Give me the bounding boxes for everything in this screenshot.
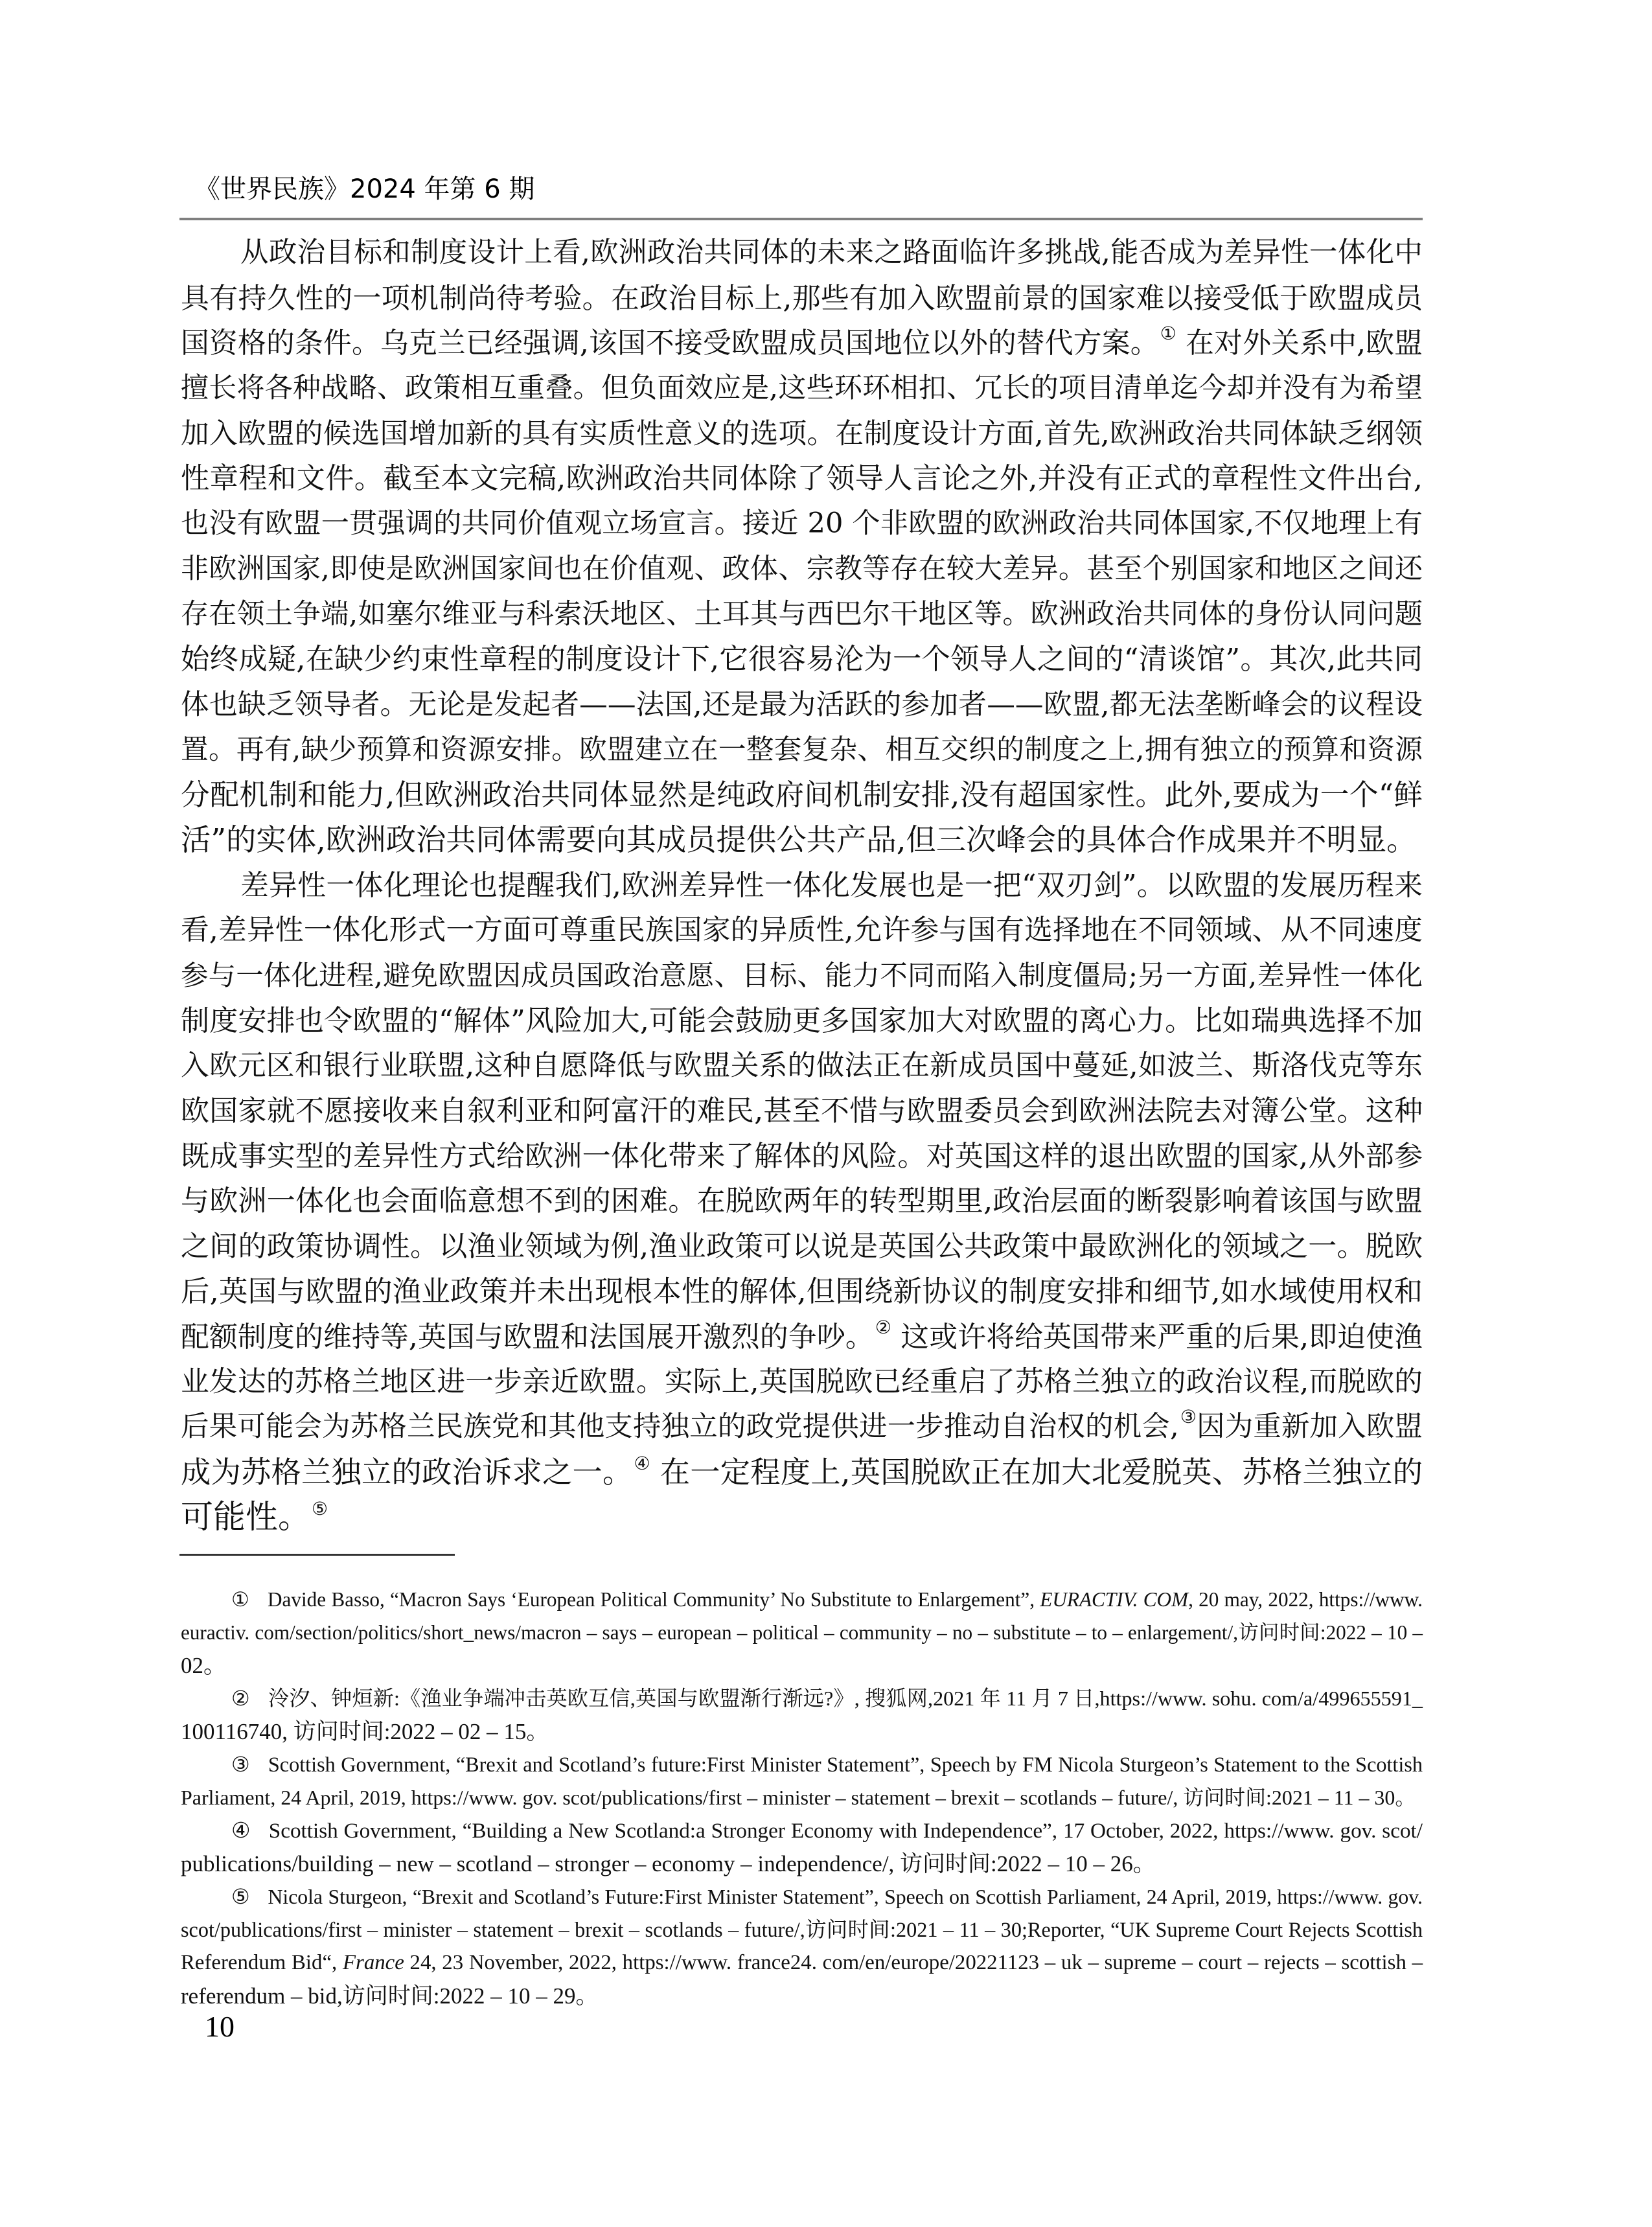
footnote-text: Davide Basso, “Macron Says ‘European Political Community’ No Substitute to Enlargement”, — [268, 1588, 1040, 1611]
footnote-marker: ② — [231, 1687, 250, 1710]
footnote-line — [181, 1583, 1423, 1616]
footnote-line — [181, 1814, 1423, 1847]
footnote-ref-4[interactable]: ④ — [634, 1452, 650, 1474]
footnote-line: 100116740, 访问时间:2022 – 02 – 15。 — [181, 1719, 549, 1744]
body-line: 置。再有,缺少预算和资源安排。欧盟建立在一整套复杂、相互交织的制度之上,拥有独立的预算和资源 — [181, 733, 1423, 766]
body-line: 看,差异性一体化形式一方面可尊重民族国家的异质性,允许参与国有选择地在不同领域、从不同速度 — [181, 914, 1423, 947]
footnote-text: Referendum Bid“, — [181, 1951, 343, 1974]
footnote-2 — [181, 1682, 1423, 1748]
body-line: 入欧元区和银行业联盟,这种自愿降低与欧盟关系的做法正在新成员国中蔓延,如波兰、斯洛伐克等东 — [181, 1049, 1423, 1083]
body-line: 差异性一体化理论也提醒我们,欧洲差异性一体化发展也是一把“双刃剑”。以欧盟的发展历程来 — [240, 868, 1423, 902]
body-line-text: 可能性。 — [181, 1498, 310, 1536]
footnote-source: EURACTIV. COM — [1040, 1588, 1189, 1611]
body-line: 业发达的苏格兰地区进一步亲近欧盟。实际上,英国脱欧已经重启了苏格兰独立的政治议程,而脱欧的 — [181, 1365, 1423, 1399]
footnote-marker: ③ — [231, 1753, 250, 1776]
body-line: 擅长将各种战略、政策相互重叠。但负面效应是,这些环环相扣、冗长的项目清单迄今却并没有为希望 — [181, 372, 1423, 405]
footnote-marker: ④ — [231, 1819, 251, 1843]
footnote-5 — [181, 1880, 1423, 2013]
body-line: 性章程和文件。截至本文完稿,欧洲政治共同体除了领导人言论之外,并没有正式的章程性文件出台, — [181, 462, 1423, 496]
footnote-ref-1[interactable]: ① — [1160, 323, 1177, 345]
body-line: 非欧洲国家,即使是欧洲国家间也在价值观、政体、宗教等存在较大差异。甚至个别国家和地区之间还 — [181, 552, 1423, 585]
body-line: 与欧洲一体化也会面临意想不到的困难。在脱欧两年的转型期里,政治层面的断裂影响着该国与欧盟 — [181, 1184, 1423, 1218]
body-line-text: 成为苏格兰独立的政治诉求之一。 — [181, 1454, 633, 1490]
footnote-line: 02。 — [181, 1653, 227, 1678]
footnote-text: , 20 may, 2022, https://www. — [1188, 1588, 1423, 1611]
footnote-marker: ① — [231, 1588, 249, 1611]
body-line-text: 后果可能会为苏格兰民族党和其他支持独立的政党提供进一步推动自治权的机会, — [181, 1410, 1179, 1443]
running-head: 《世界民族》2024 年第 6 期 — [194, 174, 535, 204]
paragraph-2 — [181, 863, 1423, 1540]
footnote-line[interactable]: publications/building – new – scotland – stronger – economy – independence/, 访问时间:2022 – 10 – 26。 — [181, 1851, 1156, 1876]
footnote-line[interactable]: scot/publications/first – minister – statement – brexit – scotlands – future/,访问时间:2021 – 11 – 30;Reporter, “UK Supreme Court Rejects Scottish — [181, 1918, 1423, 1941]
paragraph-1 — [181, 231, 1423, 863]
footnote-text[interactable]: 泠汐、钟烜新:《渔业争端冲击英欧互信,英国与欧盟渐行渐远?》, 搜狐网,2021 年 11 月 7 日,https://www. sohu. com/a/499655591_ — [268, 1687, 1423, 1710]
footnotes — [181, 1583, 1423, 2013]
footnote-line — [181, 1748, 1423, 1781]
body-line: 既成事实型的差异性方式给欧洲一体化带来了解体的风险。对英国这样的退出欧盟的国家,从外部参 — [181, 1139, 1423, 1173]
footnote-line — [181, 1946, 1423, 1979]
footnote-line[interactable]: Parliament, 24 April, 2019, https://www. gov. scot/publications/first – minister – statement – brexit – scotlands – future/, 访问时间:2021 – 11 – 30。 — [181, 1786, 1416, 1809]
footnote-4 — [181, 1814, 1423, 1880]
body-line: 加入欧盟的候选国增加新的具有实质性意义的选项。在制度设计方面,首先,欧洲政治共同体缺乏纲领 — [181, 417, 1423, 450]
body-line-text: 因为重新加入欧盟 — [1197, 1410, 1423, 1443]
body-line: 具有持久性的一项机制尚待考验。在政治目标上,那些有加入欧盟前景的国家难以接受低于欧盟成员 — [181, 281, 1423, 315]
body-line — [181, 1495, 1423, 1540]
body-line-text: 配额制度的维持等,英国与欧盟和法国展开激烈的争吵。 — [181, 1320, 874, 1354]
header-rule — [179, 218, 1423, 220]
body-line-text: 在对外关系中,欧盟 — [1176, 327, 1423, 360]
body-line: 存在领土争端,如塞尔维亚与科索沃地区、土耳其与西巴尔干地区等。欧洲政治共同体的身份认同问题 — [181, 597, 1423, 630]
body-line — [181, 1405, 1423, 1450]
footnote-line — [181, 1682, 1423, 1715]
body-line: 参与一体化进程,避免欧盟因成员国政治意愿、目标、能力不同而陷入制度僵局;另一方面,差异性一体化 — [181, 960, 1423, 991]
body-line — [181, 321, 1423, 366]
footnote-1 — [181, 1583, 1423, 1682]
body-line-text: 在一定程度上,英国脱欧正在加大北爱脱英、苏格兰独立的 — [650, 1454, 1423, 1490]
footnote-marker: ⑤ — [231, 1886, 250, 1908]
footnote-ref-5[interactable]: ⑤ — [312, 1498, 328, 1520]
article-body — [181, 231, 1423, 1540]
body-line: 后,英国与欧盟的渔业政策并未出现根本性的解体,但围绕新协议的制度安排和细节,如水域使用权和 — [181, 1275, 1423, 1308]
body-line-text: 国资格的条件。乌克兰已经强调,该国不接受欧盟成员国地位以外的替代方案。 — [181, 327, 1159, 360]
body-line: 体也缺乏领导者。无论是发起者——法国,还是最为活跃的参加者——欧盟,都无法垄断峰会的议程设 — [181, 687, 1423, 721]
footnote-line[interactable]: referendum – bid,访问时间:2022 – 10 – 29。 — [181, 1983, 599, 2009]
body-line-text: 这或许将给英国带来严重的后果,即迫使渔 — [891, 1320, 1423, 1354]
footnote-line[interactable]: euractiv. com/section/politics/short_news/macron – says – european – political – community – no – substitute – to – enlargement/,访问时间:2022 – 10 – — [181, 1621, 1423, 1644]
body-line: 分配机制和能力,但欧洲政治共同体显然是纯政府间机制安排,没有超国家性。此外,要成为一个“鲜 — [181, 778, 1423, 813]
footnote-3 — [181, 1748, 1423, 1814]
body-line — [181, 1315, 1423, 1360]
footnote-ref-2[interactable]: ② — [875, 1316, 892, 1338]
page-number: 10 — [205, 2010, 235, 2043]
body-line: 从政治目标和制度设计上看,欧洲政治共同体的未来之路面临许多挑战,能否成为差异性一体化中 — [240, 237, 1423, 269]
footnote-separator — [179, 1554, 455, 1556]
body-line: 制度安排也令欧盟的“解体”风险加大,可能会鼓励更多国家加大对欧盟的离心力。比如瑞典选择不加 — [181, 1004, 1423, 1037]
footnote-text: Scottish Government, “Brexit and Scotland’s future:First Minister Statement”, Speech by FM Nicola Sturgeon’s Statement to the Scottish — [268, 1753, 1423, 1776]
body-line: 之间的政策协调性。以渔业领域为例,渔业政策可以说是英国公共政策中最欧洲化的领域之一。脱欧 — [181, 1230, 1423, 1264]
footnote-line — [181, 1880, 1423, 1913]
body-line — [181, 1450, 1423, 1495]
body-line: 活”的实体,欧洲政治共同体需要向其成员提供公共产品,但三次峰会的具体合作成果并不明显。 — [181, 822, 1417, 857]
footnote-text[interactable]: 24, 23 November, 2022, https://www. france24. com/en/europe/20221123 – uk – supreme – court – rejects – scottish – — [404, 1951, 1423, 1974]
footnote-ref-3[interactable]: ③ — [1180, 1405, 1197, 1427]
body-line: 也没有欧盟一贯强调的共同价值观立场宣言。接近 20 个非欧盟的欧洲政治共同体国家,不仅地理上有 — [181, 507, 1423, 540]
body-line: 始终成疑,在缺少约束性章程的制度设计下,它很容易沦为一个领导人之间的“清谈馆”。其次,此共同 — [181, 643, 1423, 676]
footnote-source: France — [342, 1951, 404, 1974]
body-line: 欧国家就不愿接收来自叙利亚和阿富汗的难民,甚至不惜与欧盟委员会到欧洲法院去对簿公堂。这种 — [181, 1094, 1423, 1128]
footnote-text[interactable]: Scottish Government, “Building a New Scotland:a Stronger Economy with Independence”, 17 October, 2022, https://www. gov. scot/ — [268, 1819, 1423, 1843]
footnote-text[interactable]: Nicola Sturgeon, “Brexit and Scotland’s Future:First Minister Statement”, Speech on Scottish Parliament, 24 April, 2019, https://www. gov. — [268, 1886, 1423, 1908]
